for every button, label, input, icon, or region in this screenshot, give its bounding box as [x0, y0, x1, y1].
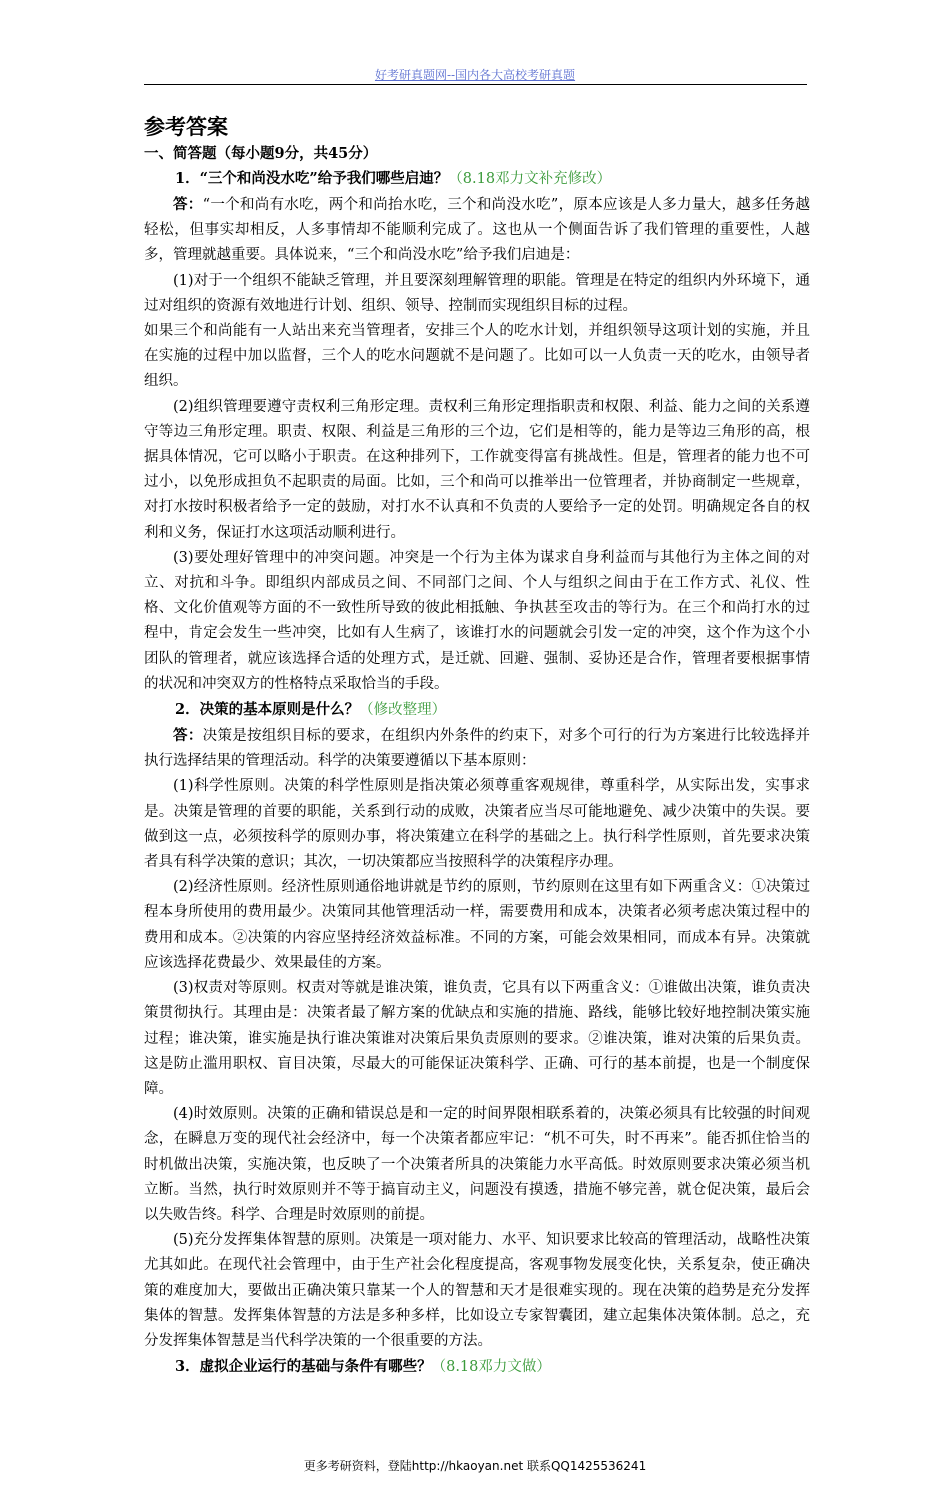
question-3 [144, 1354, 810, 1380]
question-3-note: （8.18邓力文做） [431, 1359, 551, 1376]
header-link[interactable]: 好考研真题网--国内各大高校考研真题 [374, 68, 576, 82]
answer-2-label: 答： [173, 727, 203, 745]
answer-1-intro [144, 192, 810, 269]
question-1-note: （8.18邓力文补充修改） [448, 171, 612, 187]
question-2-text: 决策的基本原则是什么？ [199, 701, 360, 719]
answer-2-intro [144, 723, 810, 774]
page-title: 参考答案 [144, 114, 228, 139]
answer-2-point-4: (4)时效原则。决策的正确和错误总是和一定的时间界限相联系着的，决策必须具有比较强的时间观念，在瞬息万变的现代社会经济中，每一个决策者都应牢记：“机不可失，时不再来”。能否抓住恰当的时机做出决策，实施决策，也反映了一个决策者所具的决策能力水平高低。时效原则要求决策必须当机立断。当然，执行时效原则并不等于搞盲动主义，问题没有摸透，措施不够完善，就仓促决策，最后会以失败告终。科学、合理是时效原则的前提。 [144, 1106, 810, 1223]
answer-2-point-5: (5)充分发挥集体智慧的原则。决策是一项对能力、水平、知识要求比较高的管理活动，战略性决策尤其如此。在现代社会管理中，由于生产社会化程度提高，客观事物发展变化快，关系复杂，使正确决策的难度加大，要做出正确决策只靠某一个人的智慧和天才是很难实现的。现在决策的趋势是充分发挥集体的智慧。发挥集体智慧的方法是多种多样，比如设立专家智囊团，建立起集体决策体制。总之，充分发挥集体智慧是当代科学决策的一个很重要的方法。 [144, 1232, 810, 1349]
question-2 [144, 697, 810, 723]
answer-1-label: 答： [173, 196, 203, 213]
footer-text: 更多考研资料，登陆http://hkaoyan.net 联系QQ1425536241 [303, 1459, 647, 1473]
question-1-number: 1． [175, 170, 200, 187]
question-2-note: （修改整理） [359, 702, 447, 719]
question-1-text: “三个和尚没水吃”给予我们哪些启迪？ [199, 170, 449, 187]
answer-2-text: 决策是按组织目标的要求，在组织内外条件的约束下，对多个可行的行为方案进行比较选择并执行选择结果的管理活动。科学的决策要遵循以下基本原则： [144, 728, 811, 770]
answer-1-point-1: (1)对于一个组织不能缺乏管理，并且要深刻理解管理的职能。管理是在特定的组织内外环境下，通过对组织的资源有效地进行计划、组织、领导、控制而实现组织目标的过程。 [144, 272, 810, 314]
answer-1-point-1-continued: 如果三个和尚能有一人站出来充当管理者，安排三个人的吃水计划，并组织领导这项计划的实施，并且在实施的过程中加以监督，三个人的吃水问题就不是问题了。比如可以一人负责一天的吃水，由领导者组织。 [144, 323, 810, 390]
answer-2-point-3: (3)权责对等原则。权责对等就是谁决策，谁负责，它具有以下两重含义：①谁做出决策，谁负责决策贯彻执行。其理由是：决策者最了解方案的优缺点和实施的措施、路线，能够比较好地控制决策实施过程；谁决策，谁实施是执行谁决策谁对决策后果负责原则的要求。②谁决策，谁对决策的后果负责。这是防止滥用职权、盲目决策，尽最大的可能保证决策科学、正确、可行的基本前提，也是一个制度保障。 [144, 980, 810, 1097]
question-2-number: 2． [175, 701, 200, 719]
answer-1-text: “一个和尚有水吃，两个和尚抬水吃，三个和尚没水吃”，原本应该是人多力量大，越多任务越轻松，但事实却相反，人多事情却不能顺利完成了。这也从一个侧面告诉了我们管理的重要性，人越多，管理就越重要。具体说来，“三个和尚没水吃”给予我们启迪是： [144, 197, 811, 264]
answer-2-point-2: (2)经济性原则。经济性原则通俗地讲就是节约的原则，节约原则在这里有如下两重含义：①决策过程本身所使用的费用最少。决策同其他管理活动一样，需要费用和成本，决策者必须考虑决策过程中的费用和成本。②决策的内容应坚持经济效益标准。不同的方案，可能会效果相同，而成本有异。决策就应该选择花费最少、效果最佳的方案。 [144, 879, 810, 971]
question-3-number: 3． [175, 1358, 200, 1376]
question-1 [144, 166, 810, 192]
answer-2-point-1: (1)科学性原则。决策的科学性原则是指决策必须尊重客观规律，尊重科学，从实际出发，实事求是。决策是管理的首要的职能，关系到行动的成败，决策者应当尽可能地避免、减少决策中的失误。要做到这一点，必须按科学的原则办事，将决策建立在科学的基础之上。执行科学性原则，首先要求决策者具有科学决策的意识；其次，一切决策都应当按照科学的决策程序办理。 [144, 778, 810, 871]
answer-1-point-2: (2)组织管理要遵守责权利三角形定理。责权利三角形定理指职责和权限、利益、能力之间的关系遵守等边三角形定理。职责、权限、利益是三角形的三个边，它们是相等的，能力是等边三角形的高，根据具体情况，它可以略小于职责。在这种排列下，工作就变得富有挑战性。但是，管理者的能力也不可过小，以免形成担负不起职责的局面。比如，三个和尚可以推举出一位管理者，并协商制定一些规章，对打水按时积极者给予一定的鼓励，对打水不认真和不负责的人要给予一定的处罚。明确规定各自的权利和义务，保证打水这项活动顺利进行。 [144, 398, 810, 541]
document-body [144, 112, 810, 1380]
answer-1-point-3: (3)要处理好管理中的冲突问题。冲突是一个行为主体为谋求自身利益而与其他行为主体之间的对立、对抗和斗争。即组织内部成员之间、不同部门之间、个人与组织之间由于在工作方式、礼仪、性格、文化价值观等方面的不一致性所导致的彼此相抵触、争执甚至攻击的等行为。在三个和尚打水的过程中，肯定会发生一些冲突，比如有人生病了，该谁打水的问题就会引发一定的冲突，这个作为这个小团队的管理者，就应该选择合适的处理方式，是迁就、回避、强制、妥协还是合作，管理者要根据事情的状况和冲突双方的性格特点采取恰当的手段。 [144, 549, 810, 692]
question-3-text: 虚拟企业运行的基础与条件有哪些？ [199, 1358, 432, 1376]
header-rule [144, 84, 807, 85]
section-heading: 一、简答题（每小题9分，共45分） [144, 145, 378, 162]
